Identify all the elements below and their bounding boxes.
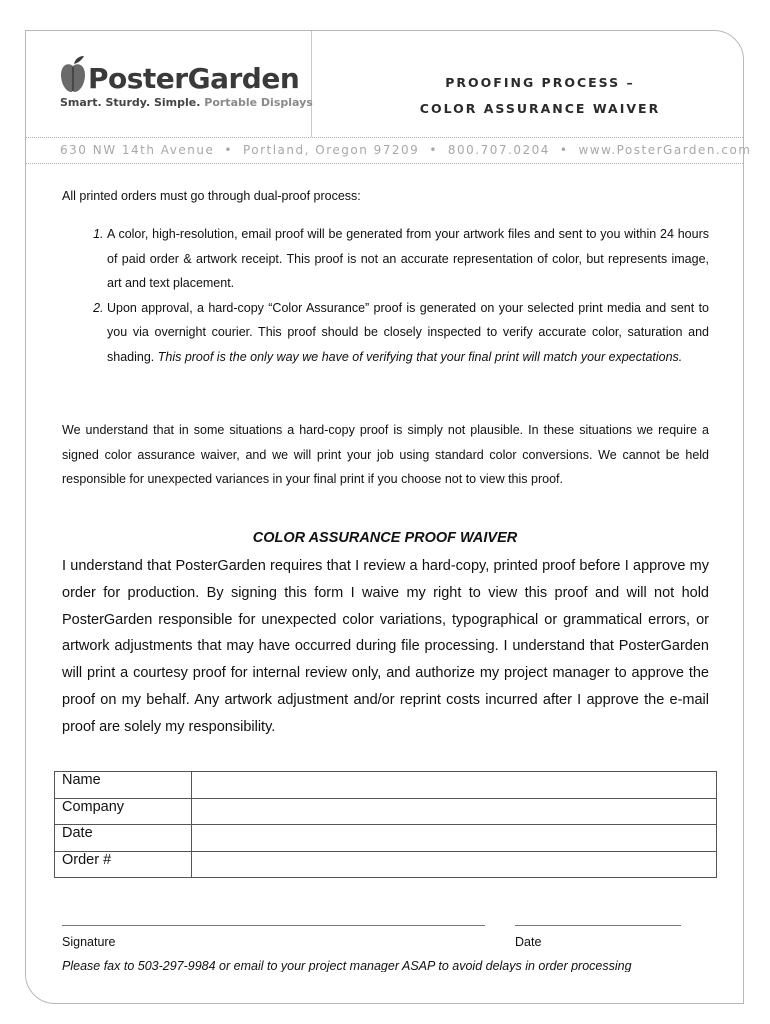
- address-separator: •: [559, 143, 569, 157]
- step-text: Upon approval, a hard-copy “Color Assurance” proof is generated on your selected print media and sent to you via overnight courier. This proof should be closely inspected to verify accurate color, saturation and shading.: [107, 300, 709, 364]
- address-separator: •: [429, 143, 438, 157]
- signature-label: Signature: [62, 935, 116, 949]
- address-separator: •: [224, 143, 233, 157]
- field-input-name[interactable]: [192, 772, 717, 799]
- field-label-date: Date: [55, 825, 192, 852]
- signature-line[interactable]: [62, 925, 485, 926]
- field-label-order: Order #: [55, 851, 192, 878]
- brand-logo: [60, 52, 313, 109]
- step-text: A color, high-resolution, email proof will be generated from your artwork files and sent to you within 24 hours of paid order & artwork receipt. This proof is not an accurate representation of color, but represents image, art and text placement.: [107, 227, 709, 290]
- table-row: [55, 772, 717, 799]
- waiver-body: I understand that PosterGarden requires that I review a hard-copy, printed proof before I approve my order for production. By signing this form I waive my right to view this proof and will not hold PosterGarden responsible for unexpected color variations, typographical or grammatical errors, or artwork adjustments that may have occurred during file processing. I understand that PosterGarden will print a courtesy proof for internal review only, and authorize my project manager to approve the proof on my behalf. Any artwork adjustment and/or reprint costs incurred after I approve the e-mail proof are solely my responsibility.: [62, 558, 709, 735]
- field-input-company[interactable]: [192, 798, 717, 825]
- field-input-date[interactable]: [192, 825, 717, 852]
- address-phone: 800.707.0204: [447, 143, 550, 157]
- address-website: www.PosterGarden.com: [578, 143, 752, 157]
- field-input-order[interactable]: [192, 851, 717, 878]
- intro-text: All printed orders must go through dual-proof process:: [62, 189, 361, 203]
- tagline-accent: Portable Displays: [204, 96, 313, 109]
- step-emphasis: This proof is the only way we have of verifying that your final print will match your expectations.: [157, 349, 683, 364]
- info-form-table: [54, 771, 717, 878]
- date-line[interactable]: [515, 925, 681, 926]
- title-line-2: COLOR ASSURANCE WAIVER: [419, 101, 661, 116]
- date-label: Date: [515, 935, 542, 949]
- document-title: [340, 70, 740, 122]
- list-item: [107, 296, 709, 370]
- apple-icon: [60, 52, 86, 94]
- brand-name: PosterGarden: [88, 62, 300, 95]
- address-bar: [60, 143, 752, 157]
- header-rule: [26, 137, 743, 138]
- list-item: [107, 222, 709, 296]
- field-label-company: Company: [55, 798, 192, 825]
- title-line-1: PROOFING PROCESS –: [445, 75, 635, 90]
- tagline-main: Smart. Sturdy. Simple.: [60, 96, 201, 109]
- address-rule: [26, 163, 743, 164]
- table-row: [55, 798, 717, 825]
- proof-steps-list: [62, 222, 709, 369]
- table-row: [55, 851, 717, 878]
- brand-tagline: [60, 96, 313, 109]
- footer-note: Please fax to 503-297-9984 or email to your project manager ASAP to avoid delays in order processing: [62, 959, 632, 972]
- address-city: Portland, Oregon 97209: [242, 143, 420, 157]
- hard-copy-paragraph: We understand that in some situations a hard-copy proof is simply not plausible. In these situations we require a signed color assurance waiver, and we will print your job using standard color conversions. We cannot be held responsible for unexpected variances in your final print if you choose not to view this proof.: [62, 423, 709, 486]
- field-label-name: Name: [55, 772, 192, 799]
- waiver-title: COLOR ASSURANCE PROOF WAIVER: [252, 530, 518, 546]
- address-street: 630 NW 14th Avenue: [60, 143, 215, 157]
- table-row: [55, 825, 717, 852]
